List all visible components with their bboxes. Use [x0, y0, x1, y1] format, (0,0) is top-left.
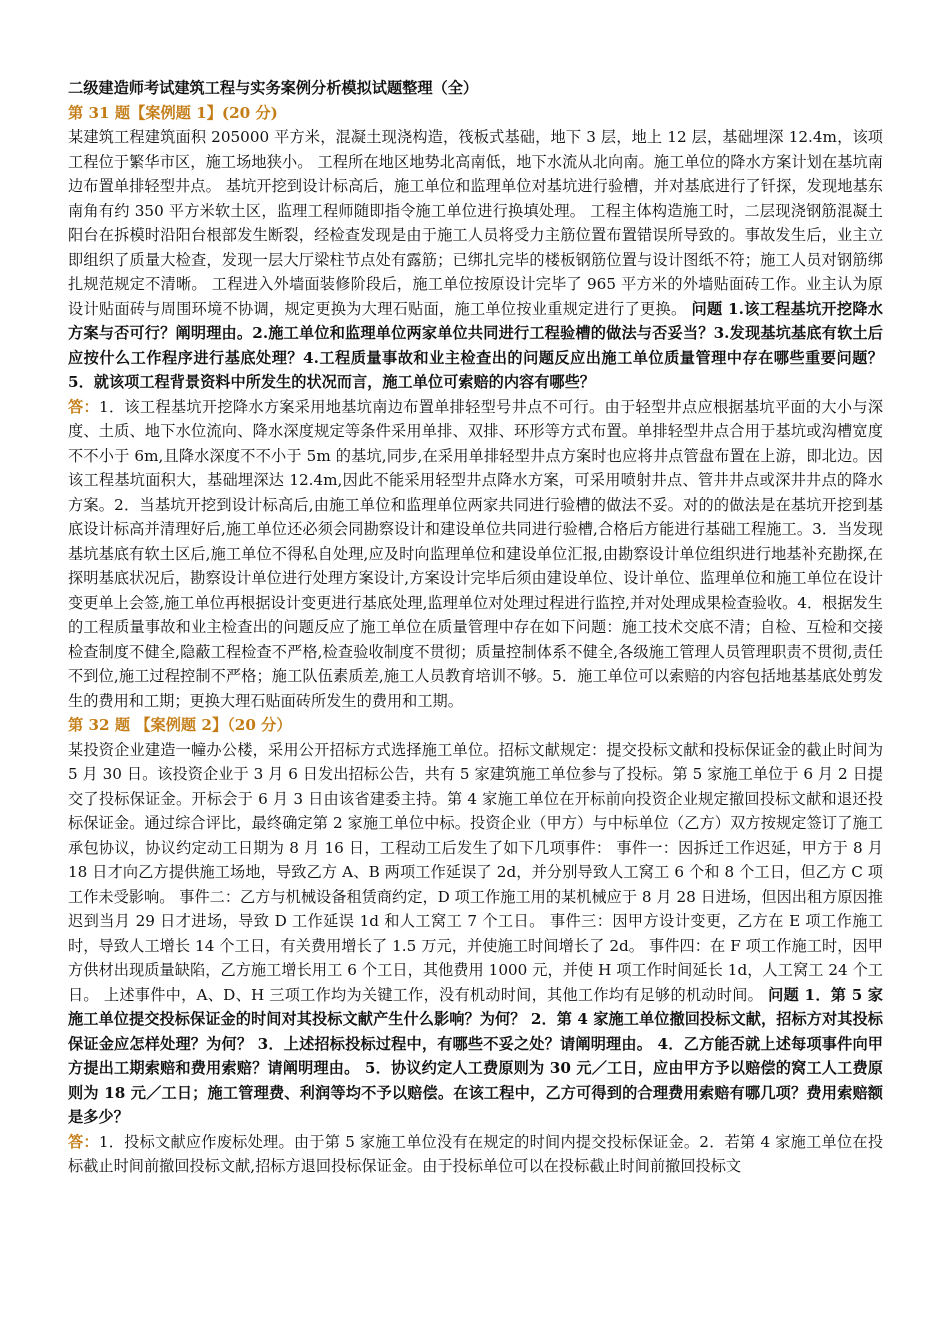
- answer-text-32: 1．投标文献应作废标处理。由于第 5 家施工单位没有在规定的时间内提交投标保证金。2．若第 4 家施工单位在投标截止时间前撤回投标文献,招标方退回投标保证金。由于投标单位可以在投标截止时间前撤回投标文: [68, 1132, 884, 1175]
- question-body-31: [68, 125, 883, 395]
- question-text-32: 问题 1．第 5 家施工单位提交投标保证金的时间对其投标文献产生什么影响？为何？ 2．第 4 家施工单位撤回投标文献，招标方对其投标保证金应怎样处理？为何？ 3．上述招标投标过程中，有哪些不妥之处？请阐明理由。 4．乙方能否就上述每项事件向甲方提出工期索赔和费用索赔？请阐明理由。 5．协议约定人工费原则为 30 元／工日，应由甲方予以赔偿的窝工人工费原则为 18 元／工日；施工管理费、利润等均不予以赔偿。在该工程中，乙方可得到的合理费用索赔有哪几项？费用索赔额是多少？: [68, 985, 883, 1126]
- document-page: [68, 76, 883, 1179]
- question-heading-31: 第 31 题【案例题 1】(20 分): [68, 103, 278, 122]
- question-text-31: 问题 1.该工程基坑开挖降水方案与否可行？阐明理由。2.施工单位和监理单位两家单位共同进行工程验槽的做法与否妥当？3.发现基坑基底有软土后应按什么工作程序进行基底处理？4.工程质量事故和业主检查出的问题反应出施工单位质量管理中存在哪些重要问题？5．就该项工程背景资料中所发生的状况而言，施工单位可索赔的内容有哪些？: [68, 299, 883, 391]
- answer-label-32: 答：: [68, 1132, 99, 1151]
- background-text-32: 某投资企业建造一幢办公楼，采用公开招标方式选择施工单位。招标文献规定：提交投标文献和投标保证金的截止时间为 5 月 30 日。该投资企业于 3 月 6 日发出招标公告，共有 5 家建筑施工单位参与了投标。第 5 家施工单位于 6 月 2 日提交了投标保证金。开标会于 6 月 3 日由该省建委主持。第 4 家施工单位在开标前向投资企业规定撤回投标文献和退还投标保证金。通过综合评比，最终确定第 2 家施工单位中标。投资企业（甲方）与中标单位（乙方）双方按规定签订了施工承包协议，协议约定动工日期为 8 月 16 日，工程动工后发生了如下几项事件： 事件一：因拆迁工作迟延，甲方于 8 月 18 日才向乙方提供施工场地，导致乙方 A、B 两项工作延误了 2d，并分别导致人工窝工 6 个和 8 个工日，但乙方 C 项工作未受影响。 事件二：乙方与机械设备租赁商约定，D 项工作施工用的某机械应于 8 月 28 日进场，但因出租方原因推迟到当月 29 日才进场，导致 D 工作延误 1d 和人工窝工 7 个工日。 事件三：因甲方设计变更，乙方在 E 项工作施工时，导致人工增长 14 个工日，有关费用增长了 1.5 万元，并使施工时间增长了 2d。 事件四：在 F 项工作施工时，因甲方供材出现质量缺陷，乙方施工增长用工 6 个工日，其他费用 1000 元，并使 H 项工作时间延长 1d，人工窝工 24 个工日。 上述事件中，A、D、H 三项工作均为关键工作，没有机动时间，其他工作均有足够的机动时间。: [68, 740, 883, 1004]
- document-title: 二级建造师考试建筑工程与实务案例分析模拟试题整理（全）: [68, 79, 479, 97]
- answer-text-31: 1．该工程基坑开挖降水方案采用地基坑南边布置单排轻型号井点不可行。由于轻型井点应根据基坑平面的大小与深度、土质、地下水位流向、降水深度规定等条件采用单排、双排、环形等方式布置。单排轻型井点合用于基坑或沟槽宽度不不小于 6m,且降水深度不不小于 5m 的基坑,同步,在采用单排轻型井点方案时也应将井点管盘布置在上游，即北边。因该工程基坑面积大，基础埋深达 12.4m,因此不能采用轻型井点降水方案，可采用喷射井点、管井井点或深井井点的降水方案。2．当基坑开挖到设计标高后,由施工单位和监理单位两家共同进行验槽的做法不妥。对的的做法是在基坑开挖到基底设计标高并清理好后,施工单位还必须会同勘察设计和建设单位共同进行验槽,合格后方能进行基础工程施工。3．当发现基坑基底有软土区后,施工单位不得私自处理,应及时向监理单位和建设单位汇报,由勘察设计单位组织进行地基补充勘探,在探明基底状况后，勘察设计单位进行处理方案设计,方案设计完毕后须由建设单位、设计单位、监理单位和施工单位在设计变更单上会签,施工单位再根据设计变更进行基底处理,监理单位对处理过程进行监控,并对处理成果检查验收。4．根据发生的工程质量事故和业主检查出的问题反应了施工单位在质量管理中存在如下问题：施工技术交底不清；自检、互检和交接检查制度不健全,隐蔽工程检查不严格,检查验收制度不贯彻；质量控制体系不健全,各级施工管理人员管理职责不贯彻,责任不到位,施工过程控制不严格；施工队伍素质差,施工人员教育培训不够。5．施工单位可以索赔的内容包括地基基底处剪发生的费用和工期；更换大理石贴面砖所发生的费用和工期。: [68, 397, 884, 710]
- answer-block-31: [68, 395, 883, 714]
- answer-block-32: [68, 1130, 883, 1179]
- question-body-32: [68, 738, 883, 1130]
- background-text-31: 某建筑工程建筑面积 205000 平方米，混凝土现浇构造，筏板式基础，地下 3 层，地上 12 层，基础埋深 12.4m，该项工程位于繁华市区，施工场地狭小。 工程所在地区地势北高南低，地下水流从北向南。施工单位的降水方案计划在基坑南边布置单排轻型井点。 基坑开挖到设计标高后，施工单位和监理单位对基坑进行验槽，并对基底进行了钎探，发现地基东南角有约 350 平方米软土区，监理工程师随即指令施工单位进行换填处理。 工程主体构造施工时，二层现浇钢筋混凝土阳台在拆模时沿阳台根部发生断裂，经检查发现是由于施工人员将受力主筋位置布置错误所导致的。事故发生后，业主立即组织了质量大检查，发现一层大厅梁柱节点处有露筋；已绑扎完毕的楼板钢筋位置与设计图纸不符；施工人员对钢筋绑扎规范规定不清晰。 工程进入外墙面装修阶段后，施工单位按原设计完毕了 965 平方米的外墙贴面砖工作。业主认为原设计贴面砖与周围环境不协调，规定更换为大理石贴面，施工单位按业重规定进行了更换。: [68, 128, 883, 318]
- question-heading-32: 第 32 题 【案例题 2】（20 分）: [68, 716, 292, 734]
- answer-label-31: 答：: [68, 397, 99, 416]
